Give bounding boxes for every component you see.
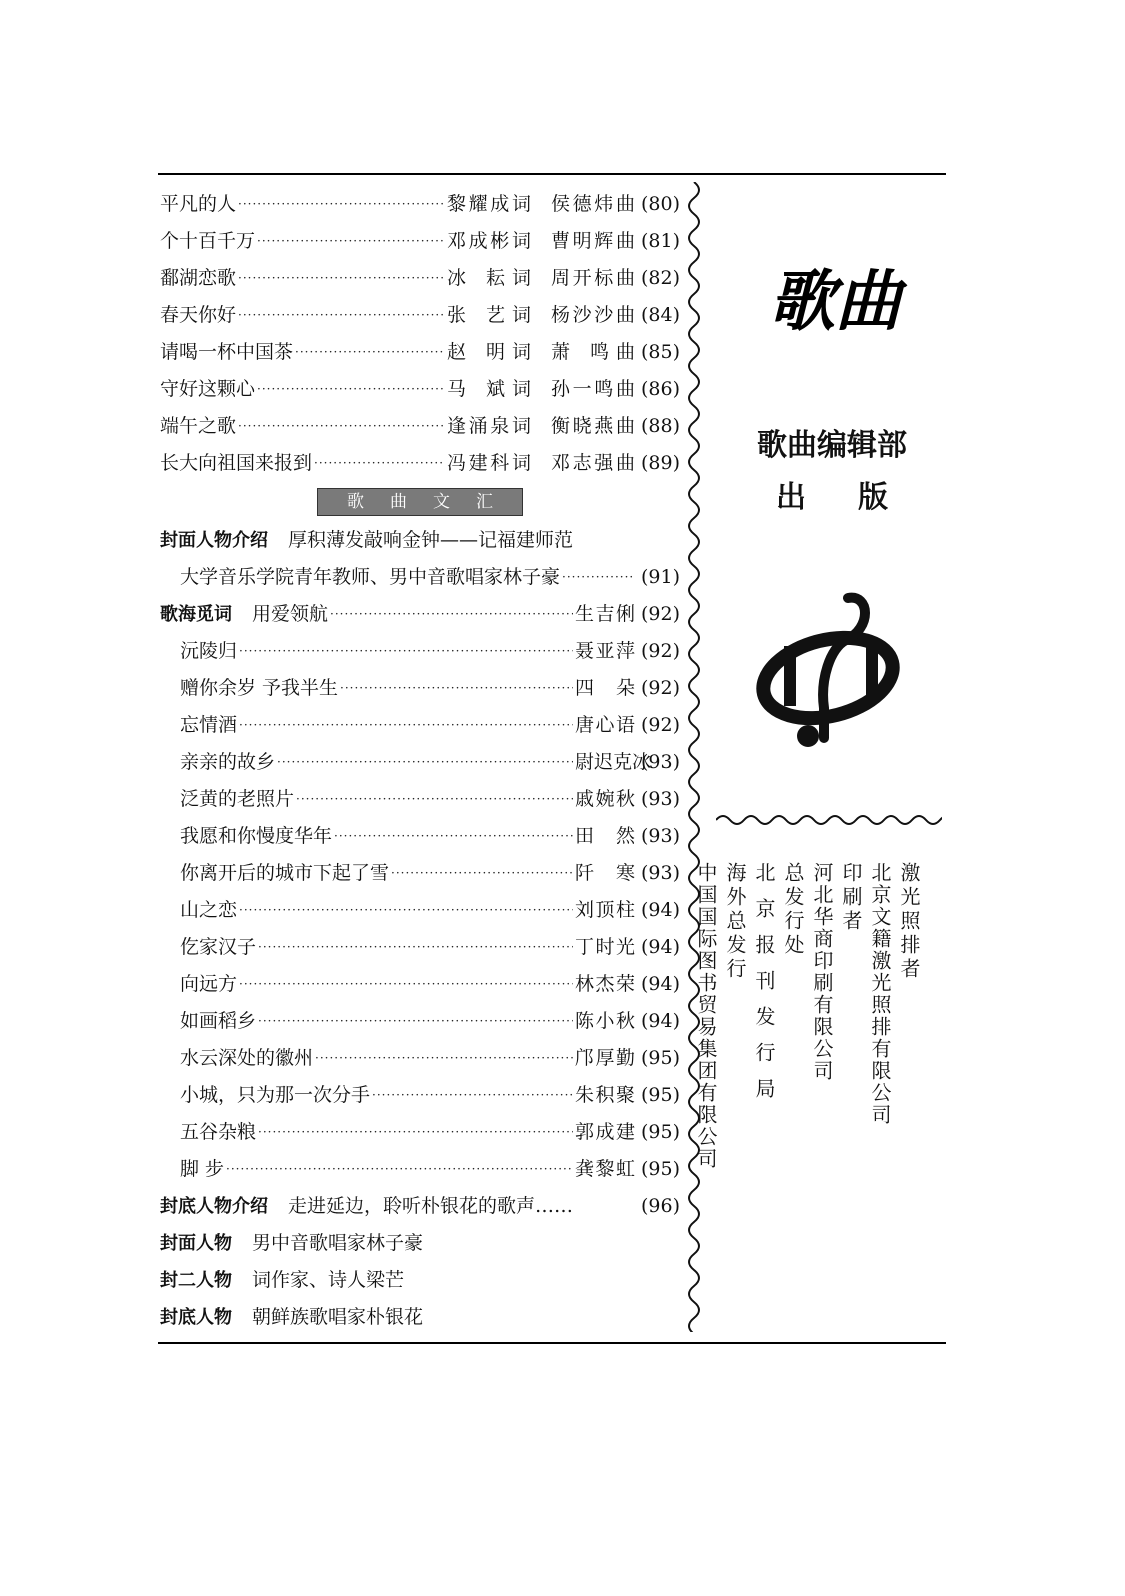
- page-number: (85): [640, 341, 680, 363]
- lyrics-category: 歌海觅词: [160, 604, 232, 625]
- lyric-author: 郭成建: [574, 1121, 635, 1143]
- song-credit: [447, 371, 635, 408]
- leader-dots: [258, 929, 573, 966]
- lyric-row: [160, 855, 680, 892]
- lyric-title-wrap: [180, 1003, 256, 1040]
- lyric-title: 水云深处的徽州: [180, 1047, 314, 1069]
- feature-cover-category: 封面人物介绍: [160, 530, 268, 551]
- song-row: [160, 445, 680, 482]
- imprint-column: [866, 862, 924, 1302]
- leader-dots: [391, 855, 573, 892]
- leader-dots: [238, 408, 445, 445]
- page-number: (94): [640, 973, 680, 995]
- leader-dots: [315, 1040, 573, 1077]
- bottom-rule: [158, 1342, 946, 1344]
- song-lyricist: 逢涌泉词: [446, 415, 531, 437]
- back-cover-feature-category: 封底人物介绍: [160, 1196, 268, 1217]
- leader-dots: [239, 633, 573, 670]
- leader-dots: [258, 1114, 573, 1151]
- imprint-value: 中国国际图书贸易集团有限公司: [694, 862, 718, 1170]
- song-row: [160, 408, 680, 445]
- page-number: (91): [640, 566, 680, 588]
- leader-dots: [239, 892, 573, 929]
- page-number: (80): [640, 193, 680, 215]
- cover-person-text: 朝鲜族歌唱家朴银花: [252, 1306, 424, 1328]
- song-row: [160, 334, 680, 371]
- masthead-text: 歌曲: [769, 262, 901, 340]
- leader-dots: [257, 223, 445, 260]
- imprint-label: 印刷者: [839, 862, 863, 934]
- song-lyricist: 黎耀成词: [446, 193, 531, 215]
- leader-dots: [295, 334, 445, 371]
- lyric-author: 田 然: [574, 825, 635, 847]
- song-composer: 周开标曲: [550, 267, 635, 289]
- treble-clef-logo-icon: [750, 588, 910, 748]
- publisher-block: [712, 420, 952, 524]
- leader-dots: [562, 559, 633, 596]
- song-credit: [447, 186, 635, 223]
- imprint-column: [808, 862, 866, 1302]
- song-credit: [447, 445, 635, 482]
- song-title: 长大向祖国来报到: [160, 452, 313, 474]
- lyric-author: 龚黎虹: [574, 1158, 635, 1180]
- imprint-block: [694, 862, 924, 1302]
- cover-person-category: 封底人物: [160, 1307, 232, 1328]
- page-number: (82): [640, 267, 680, 289]
- song-list: [160, 186, 680, 482]
- song-composer: 邓志强曲: [550, 452, 635, 474]
- lyric-title: 泛黄的老照片: [180, 788, 295, 810]
- song-lyricist: 邓成彬词: [446, 230, 531, 252]
- publisher-action: 出版: [776, 480, 940, 515]
- page-number: (92): [640, 603, 680, 625]
- page-number: (95): [640, 1047, 680, 1069]
- lyric-title-wrap: [180, 1114, 256, 1151]
- page-number: (95): [640, 1084, 680, 1106]
- lyric-author: 丁时光: [574, 936, 635, 958]
- lyric-title-wrap: [180, 929, 256, 966]
- lyric-title: 亲亲的故乡: [180, 751, 276, 773]
- publisher-name: 歌曲编辑部: [757, 428, 907, 463]
- song-row: [160, 371, 680, 408]
- song-title: 请喝一杯中国茶: [160, 341, 294, 363]
- lyric-title: 仡家汉子: [180, 936, 257, 958]
- imprint-column: [692, 862, 750, 1302]
- leader-dots: [238, 297, 445, 334]
- lyric-author: 戚婉秋: [574, 788, 635, 810]
- lyric-title-wrap: [180, 781, 294, 818]
- page-number: (93): [640, 751, 680, 773]
- page-number: (89): [640, 452, 680, 474]
- leader-dots: [330, 596, 573, 633]
- song-row: [160, 260, 680, 297]
- lyric-author: 刘顶柱: [574, 899, 635, 921]
- song-composer: 侯德炜曲: [550, 193, 635, 215]
- leader-dots: [239, 707, 573, 744]
- feature-cover-line2: [160, 559, 680, 596]
- lyric-title: 五谷杂粮: [180, 1121, 257, 1143]
- lyric-author: 唐心语: [574, 714, 635, 736]
- lyric-title: 你离开后的城市下起了雪: [180, 862, 390, 884]
- song-title: 端午之歌: [160, 415, 237, 437]
- leader-dots: [314, 445, 445, 482]
- song-lyricist: 马 斌词: [446, 378, 531, 400]
- lyric-title-wrap: [180, 1077, 370, 1114]
- cover-person-row: [160, 1299, 680, 1336]
- lyric-title: 如画稻乡: [180, 1010, 257, 1032]
- lyric-title: 用爱领航: [252, 603, 329, 625]
- back-cover-feature-title: 走进延边，聆听朴银花的歌声……: [288, 1195, 574, 1217]
- table-of-contents: [160, 186, 680, 1336]
- feature-cover-title-cont: 大学音乐学院青年教师、男中音歌唱家林子豪: [180, 566, 561, 588]
- leader-dots: [372, 1077, 573, 1114]
- song-lyricist: 冰 耘词: [446, 267, 531, 289]
- imprint-value: 河北华商印刷有限公司: [810, 862, 834, 1082]
- lyric-author: 陈小秋: [574, 1010, 635, 1032]
- leader-dots: [334, 818, 573, 855]
- lyric-author: 聂亚萍: [574, 640, 635, 662]
- page-number: (93): [640, 788, 680, 810]
- cover-person-category: 封二人物: [160, 1270, 232, 1291]
- feature-cover-line1: [160, 522, 680, 559]
- song-credit: [447, 408, 635, 445]
- lyric-row: [160, 929, 680, 966]
- lyric-row: [160, 1003, 680, 1040]
- lyric-title: 山之恋: [180, 899, 238, 921]
- leader-dots: [239, 966, 573, 1003]
- lyric-row: [160, 892, 680, 929]
- imprint-label: 海外总发行: [723, 862, 747, 982]
- song-composer: 衡晓燕曲: [550, 415, 635, 437]
- lyric-author: 邝厚勤: [574, 1047, 635, 1069]
- lyric-row: [160, 596, 680, 633]
- lyrics-list: [160, 596, 680, 1188]
- page-number: (81): [640, 230, 680, 252]
- page-number: (93): [640, 825, 680, 847]
- leader-dots: [258, 1003, 573, 1040]
- lyric-row: [160, 1114, 680, 1151]
- page-number: (94): [640, 1010, 680, 1032]
- leader-dots: [238, 186, 445, 223]
- lyric-row: [160, 781, 680, 818]
- lyric-author: 林杰荣: [574, 973, 635, 995]
- page-number: (96): [640, 1195, 680, 1217]
- lyric-title: 沅陵归: [180, 640, 238, 662]
- page-number: (92): [640, 640, 680, 662]
- song-title: 平凡的人: [160, 193, 237, 215]
- leader-dots: [238, 260, 445, 297]
- lyric-title-wrap: [180, 1040, 313, 1077]
- lyric-title: 我愿和你慢度华年: [180, 825, 333, 847]
- lyric-title: 向远方: [180, 973, 238, 995]
- song-row: [160, 223, 680, 260]
- song-composer: 孙一鸣曲: [550, 378, 635, 400]
- cover-person-text: 词作家、诗人梁芒: [252, 1269, 405, 1291]
- leader-dots: [226, 1151, 573, 1188]
- song-credit: [447, 297, 635, 334]
- imprint-value: 北京文籍激光照排有限公司: [868, 862, 892, 1126]
- lyric-row: [160, 744, 680, 781]
- lyric-row: [160, 1151, 680, 1188]
- top-rule: [158, 173, 946, 175]
- lyric-author: 阡 寒: [574, 862, 635, 884]
- lyric-title: 赠你余岁 予我半生: [180, 677, 339, 699]
- page-number: (95): [640, 1158, 680, 1180]
- imprint-label: 总发行处: [781, 862, 805, 958]
- imprint-column: [750, 862, 808, 1302]
- lyric-author: 朱积聚: [574, 1084, 635, 1106]
- wave-divider-path: [716, 816, 942, 824]
- lyric-title: 忘情酒: [180, 714, 238, 736]
- song-lyricist: 赵 明词: [446, 341, 531, 363]
- masthead-logo: [745, 262, 925, 342]
- leader-dots: [296, 781, 573, 818]
- lyric-row: [160, 1077, 680, 1114]
- imprint-value: 北京报刊发行局: [752, 862, 776, 1114]
- lyric-title-wrap: [160, 596, 328, 633]
- song-row: [160, 297, 680, 334]
- leader-dots: [340, 670, 573, 707]
- lyric-author: 四 朵: [574, 677, 635, 699]
- lyric-title: 脚 步: [180, 1158, 225, 1180]
- cover-person-category: 封面人物: [160, 1233, 232, 1254]
- lyric-title-wrap: [180, 670, 338, 707]
- lyric-title: 小城，只为那一次分手: [180, 1084, 371, 1106]
- song-composer: 杨沙沙曲: [550, 304, 635, 326]
- lyric-row: [160, 966, 680, 1003]
- lyric-title-wrap: [180, 855, 389, 892]
- song-title: 鄱湖恋歌: [160, 267, 237, 289]
- leader-dots: [277, 744, 573, 781]
- song-row: [160, 186, 680, 223]
- lyric-title-wrap: [180, 892, 237, 929]
- song-lyricist: 冯建科词: [446, 452, 531, 474]
- back-cover-feature-row: [160, 1188, 680, 1225]
- page-number: (93): [640, 862, 680, 884]
- lyric-author: 生吉俐: [574, 603, 635, 625]
- page-number: (94): [640, 899, 680, 921]
- lyric-title-wrap: [180, 818, 332, 855]
- lyric-author: 尉迟克冰: [574, 751, 651, 773]
- cover-person-text: 男中音歌唱家林子豪: [252, 1232, 424, 1254]
- song-composer: 萧 鸣曲: [550, 341, 635, 363]
- horizontal-wave-divider-icon: [716, 808, 942, 832]
- feature-cover-title: 厚积薄发敲响金钟——记福建师范: [288, 529, 574, 551]
- lyric-row: [160, 633, 680, 670]
- lyric-row: [160, 1040, 680, 1077]
- page-number: (94): [640, 936, 680, 958]
- song-title: 守好这颗心: [160, 378, 256, 400]
- cover-person-row: [160, 1225, 680, 1262]
- lyric-row: [160, 670, 680, 707]
- cover-people-list: [160, 1225, 680, 1336]
- cover-person-row: [160, 1262, 680, 1299]
- page-number: (84): [640, 304, 680, 326]
- page-number: (86): [640, 378, 680, 400]
- lyric-row: [160, 818, 680, 855]
- lyric-title-wrap: [180, 966, 237, 1003]
- song-credit: [447, 223, 635, 260]
- leader-dots: [257, 371, 445, 408]
- imprint-label: 激光照排者: [897, 862, 921, 982]
- song-credit: [447, 334, 635, 371]
- lyric-title-wrap: [180, 1151, 224, 1188]
- lyric-title-wrap: [180, 707, 237, 744]
- lyric-title-wrap: [180, 744, 275, 781]
- song-composer: 曹明辉曲: [550, 230, 635, 252]
- page-number: (88): [640, 415, 680, 437]
- page-number: (92): [640, 714, 680, 736]
- song-title: 春天你好: [160, 304, 237, 326]
- page-number: (95): [640, 1121, 680, 1143]
- song-title: 个十百千万: [160, 230, 256, 252]
- section-title: 歌曲文汇: [317, 488, 523, 516]
- song-lyricist: 张 艺词: [446, 304, 531, 326]
- lyric-row: [160, 707, 680, 744]
- lyric-title-wrap: [180, 633, 237, 670]
- page-number: (92): [640, 677, 680, 699]
- song-credit: [447, 260, 635, 297]
